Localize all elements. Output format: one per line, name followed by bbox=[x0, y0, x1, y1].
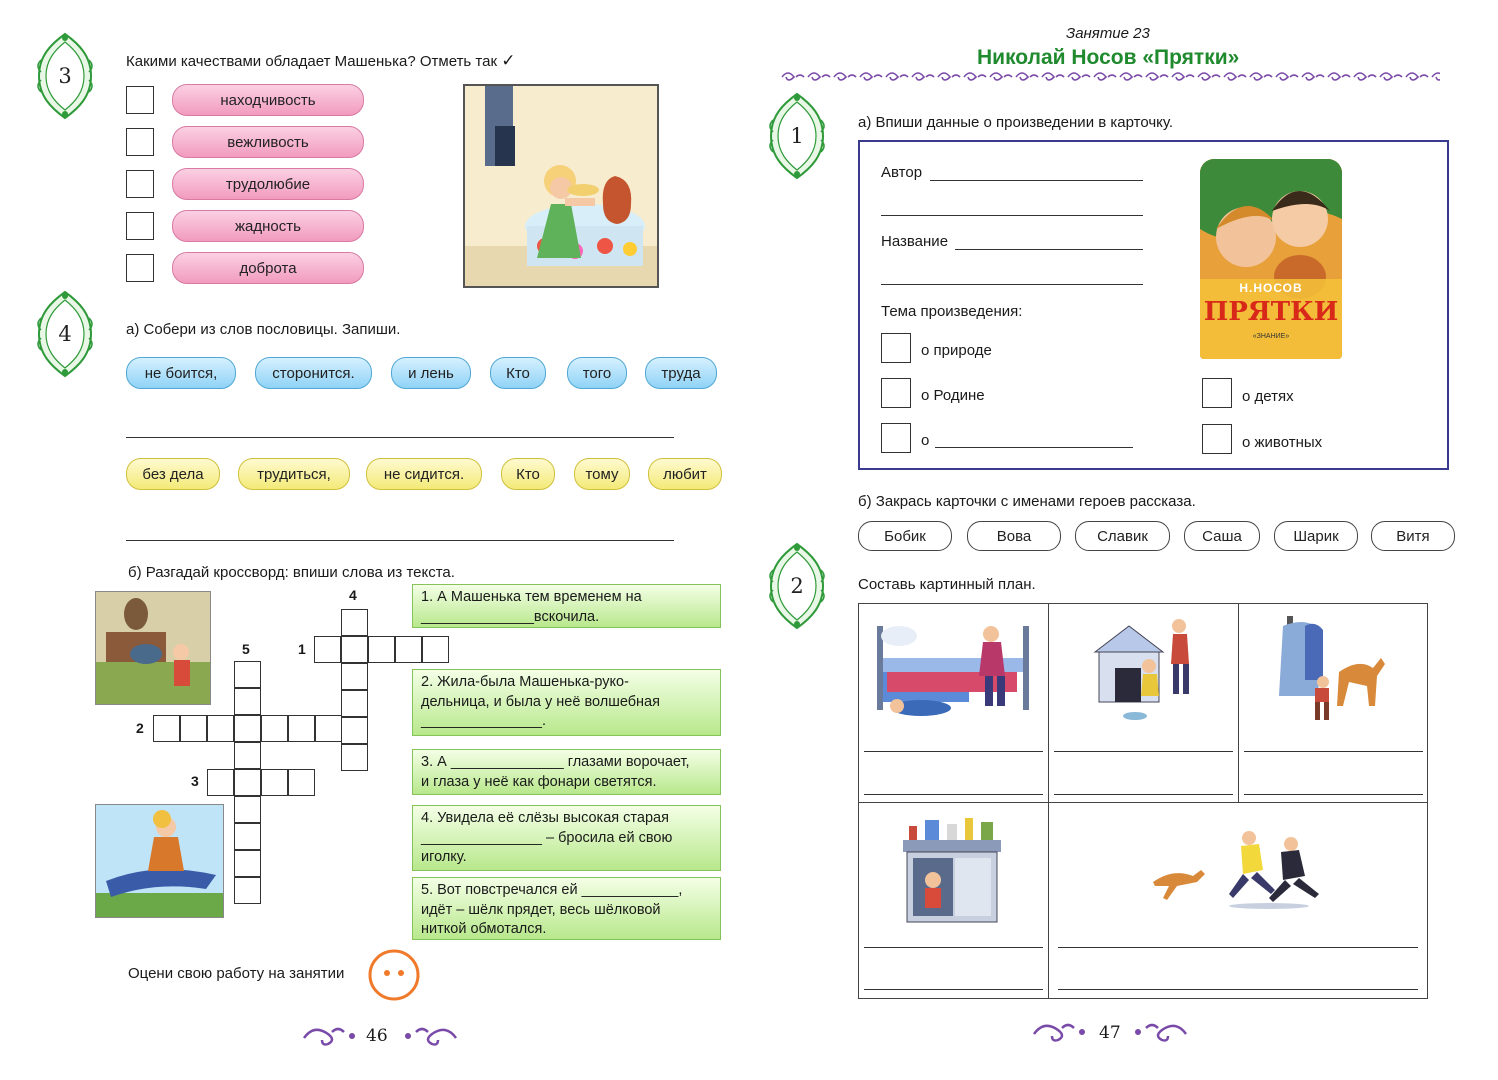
word-card-yellow-1: без дела bbox=[126, 458, 220, 490]
quality-checkbox-4[interactable] bbox=[126, 212, 154, 240]
task-number: 2 bbox=[790, 574, 804, 598]
crossword-cell[interactable] bbox=[207, 769, 234, 796]
theme-checkbox-children[interactable] bbox=[1202, 378, 1232, 408]
quality-card-3: трудолюбие bbox=[172, 168, 364, 200]
theme-option: о животных bbox=[1242, 434, 1323, 451]
crossword-cell[interactable] bbox=[341, 663, 368, 690]
word-card-blue-3: и лень bbox=[391, 357, 471, 389]
crossword-cell[interactable] bbox=[395, 636, 422, 663]
task-4a-instruction: а) Собери из слов пословицы. Запиши. bbox=[126, 321, 401, 338]
plan-answer-line[interactable] bbox=[864, 794, 1043, 795]
word-card-yellow-2: трудиться, bbox=[238, 458, 350, 490]
quality-checkbox-5[interactable] bbox=[126, 254, 154, 282]
crossword-number-2: 2 bbox=[136, 720, 144, 736]
picture-plan-table bbox=[858, 603, 1428, 999]
crossword-cell[interactable] bbox=[234, 769, 261, 796]
clue-text: _______________ – бросила ей свою bbox=[421, 829, 673, 846]
crossword-cell[interactable] bbox=[341, 636, 368, 663]
crossword-cell[interactable] bbox=[234, 661, 261, 688]
plan-answer-line[interactable] bbox=[864, 751, 1043, 752]
flying-girl-illustration bbox=[95, 804, 224, 918]
clue-text: 1. А Машенька тем временем на bbox=[421, 589, 642, 605]
theme-checkbox-animals[interactable] bbox=[1202, 424, 1232, 454]
clue-text: дельница, и была у неё волшебная bbox=[421, 693, 660, 710]
crossword-cell[interactable] bbox=[315, 715, 342, 742]
title-answer-line[interactable] bbox=[955, 249, 1143, 250]
page-number-right: 47 bbox=[1099, 1023, 1121, 1043]
quality-card-5: доброта bbox=[172, 252, 364, 284]
crossword-cell[interactable] bbox=[207, 715, 234, 742]
clue-text: 2. Жила-была Машенька-руко- bbox=[421, 674, 629, 690]
plan-answer-line[interactable] bbox=[864, 947, 1043, 948]
lesson-label: Занятие 23 bbox=[1066, 25, 1150, 42]
crossword-cell[interactable] bbox=[261, 769, 288, 796]
crossword-cell[interactable] bbox=[314, 636, 341, 663]
crossword-cell[interactable] bbox=[341, 717, 368, 744]
crossword-cell[interactable] bbox=[234, 796, 261, 823]
quality-card-1: находчивость bbox=[172, 84, 364, 116]
crossword-clue-3 bbox=[412, 749, 721, 795]
question-text: Какими качествами обладает Машенька? Отметь так bbox=[126, 53, 498, 70]
clue-text: _______________. bbox=[421, 713, 546, 729]
title-answer-line-2[interactable] bbox=[881, 284, 1143, 285]
plan-picture-3 bbox=[1279, 612, 1391, 722]
word-card-blue-6: труда bbox=[645, 357, 717, 389]
crossword-clue-4 bbox=[412, 805, 721, 871]
name-card-6[interactable]: Витя bbox=[1371, 521, 1455, 551]
quality-checkbox-2[interactable] bbox=[126, 128, 154, 156]
crossword-number-4: 4 bbox=[349, 587, 357, 603]
owl-illustration bbox=[95, 591, 211, 705]
task-1b-instruction: б) Закрась карточки с именами героев рассказа. bbox=[858, 493, 1196, 510]
crossword-cell[interactable] bbox=[341, 744, 368, 771]
ornament-divider-icon bbox=[780, 69, 1440, 85]
word-card-yellow-4: Кто bbox=[501, 458, 555, 490]
crossword-cell[interactable] bbox=[288, 769, 315, 796]
crossword-cell[interactable] bbox=[234, 688, 261, 715]
name-card-5[interactable]: Шарик bbox=[1274, 521, 1358, 551]
task-1a-instruction: а) Впиши данные о произведении в карточку. bbox=[858, 114, 1174, 131]
task-4b-instruction: б) Разгадай кроссворд: впиши слова из текста. bbox=[128, 564, 455, 581]
quality-card-2: вежливость bbox=[172, 126, 364, 158]
name-card-2[interactable]: Вова bbox=[967, 521, 1061, 551]
quality-checkbox-3[interactable] bbox=[126, 170, 154, 198]
word-card-blue-1: не боится, bbox=[126, 357, 236, 389]
task-number: 3 bbox=[58, 64, 72, 88]
theme-option: о bbox=[921, 432, 930, 449]
word-card-yellow-6: любит bbox=[648, 458, 722, 490]
crossword-clue-2 bbox=[412, 669, 721, 736]
theme-option: о природе bbox=[921, 342, 992, 359]
page-number-left: 46 bbox=[366, 1026, 388, 1046]
crossword-clue-1 bbox=[412, 584, 721, 628]
plan-answer-line[interactable] bbox=[1244, 751, 1423, 752]
self-assessment-label: Оцени свою работу на занятии bbox=[128, 965, 345, 982]
crossword-cell[interactable] bbox=[341, 609, 368, 636]
lesson-title: Николай Носов «Прятки» bbox=[977, 46, 1240, 69]
crossword-cell[interactable] bbox=[180, 715, 207, 742]
task-number: 1 bbox=[790, 124, 804, 148]
word-card-blue-4: Кто bbox=[490, 357, 546, 389]
clue-text: ниткой обмотался. bbox=[421, 921, 547, 937]
clue-text: и глаза у неё как фонари светятся. bbox=[421, 773, 657, 790]
plan-answer-line[interactable] bbox=[1058, 989, 1418, 990]
mashenka-illustration bbox=[463, 84, 659, 288]
book-info-card bbox=[858, 140, 1449, 470]
task-3-emblem bbox=[33, 30, 97, 122]
theme-checkbox-other[interactable] bbox=[881, 423, 911, 453]
task-2-instruction: Составь картинный план. bbox=[858, 576, 1036, 593]
crossword-cell[interactable] bbox=[261, 715, 288, 742]
theme-option: о детях bbox=[1242, 388, 1294, 405]
plan-answer-line[interactable] bbox=[864, 989, 1043, 990]
crossword-cell[interactable] bbox=[341, 690, 368, 717]
clue-text: иголку. bbox=[421, 849, 467, 865]
task-1-emblem bbox=[765, 90, 829, 182]
theme-checkbox-homeland[interactable] bbox=[881, 378, 911, 408]
plan-picture-1 bbox=[873, 612, 1033, 732]
theme-label: Тема произведения: bbox=[881, 303, 1023, 320]
crossword-number-3: 3 bbox=[191, 773, 199, 789]
author-answer-line[interactable] bbox=[930, 180, 1143, 181]
quality-card-4: жадность bbox=[172, 210, 364, 242]
plan-answer-line[interactable] bbox=[1244, 794, 1423, 795]
quality-checkbox-1[interactable] bbox=[126, 86, 154, 114]
book-cover-author: Н.НОСОВ bbox=[1239, 281, 1303, 295]
crossword-clue-5 bbox=[412, 877, 721, 940]
author-label: Автор bbox=[881, 164, 923, 181]
plan-answer-line[interactable] bbox=[1054, 794, 1233, 795]
word-card-blue-5: того bbox=[567, 357, 627, 389]
theme-checkbox-nature[interactable] bbox=[881, 333, 911, 363]
clue-text: 4. Увидела её слёзы высокая старая bbox=[421, 810, 669, 826]
plan-picture-2 bbox=[1089, 612, 1199, 727]
plan-picture-5 bbox=[1149, 822, 1349, 912]
book-cover-series: «ЗНАНИЕ» bbox=[1252, 333, 1290, 340]
clue-text: 3. А ______________ глазами ворочает, bbox=[421, 754, 690, 770]
clue-text: идёт – шёлк прядет, весь шёлковой bbox=[421, 901, 661, 918]
answer-line[interactable] bbox=[126, 540, 674, 541]
clue-text: ______________вскочила. bbox=[421, 608, 600, 625]
name-card-4[interactable]: Саша bbox=[1184, 521, 1260, 551]
crossword-cell[interactable] bbox=[234, 850, 261, 877]
task-2-emblem bbox=[765, 540, 829, 632]
book-cover-title: ПРЯТКИ bbox=[1203, 297, 1339, 327]
name-card-1[interactable]: Бобик bbox=[858, 521, 952, 551]
task-number: 4 bbox=[58, 322, 72, 346]
crossword-cell[interactable] bbox=[234, 877, 261, 904]
name-card-3[interactable]: Славик bbox=[1075, 521, 1170, 551]
crossword-cell[interactable] bbox=[422, 636, 449, 663]
author-answer-line-2[interactable] bbox=[881, 215, 1143, 216]
plan-answer-line[interactable] bbox=[1054, 751, 1233, 752]
crossword-cell[interactable] bbox=[234, 715, 261, 742]
answer-line[interactable] bbox=[126, 437, 674, 438]
crossword-cell[interactable] bbox=[153, 715, 180, 742]
word-card-blue-2: сторонится. bbox=[255, 357, 372, 389]
task-3-question bbox=[126, 51, 515, 71]
crossword-cell[interactable] bbox=[234, 742, 261, 769]
crossword-number-1: 1 bbox=[298, 641, 306, 657]
check-mark-icon: ✓ bbox=[501, 51, 516, 71]
book-cover-image bbox=[1200, 159, 1342, 359]
crossword-cell[interactable] bbox=[368, 636, 395, 663]
crossword-cell[interactable] bbox=[234, 823, 261, 850]
smiley-face-icon[interactable] bbox=[367, 948, 421, 1002]
word-card-yellow-3: не сидится. bbox=[366, 458, 482, 490]
plan-answer-line[interactable] bbox=[1058, 947, 1418, 948]
crossword-number-5: 5 bbox=[242, 641, 250, 657]
plan-picture-4 bbox=[899, 810, 1009, 928]
task-4-emblem bbox=[33, 288, 97, 380]
theme-answer-line[interactable] bbox=[935, 447, 1133, 448]
theme-option: о Родине bbox=[921, 387, 985, 404]
title-label: Название bbox=[881, 233, 949, 250]
word-card-yellow-5: тому bbox=[574, 458, 630, 490]
clue-text: 5. Вот повстречался ей ____________, bbox=[421, 882, 683, 898]
crossword-cell[interactable] bbox=[288, 715, 315, 742]
